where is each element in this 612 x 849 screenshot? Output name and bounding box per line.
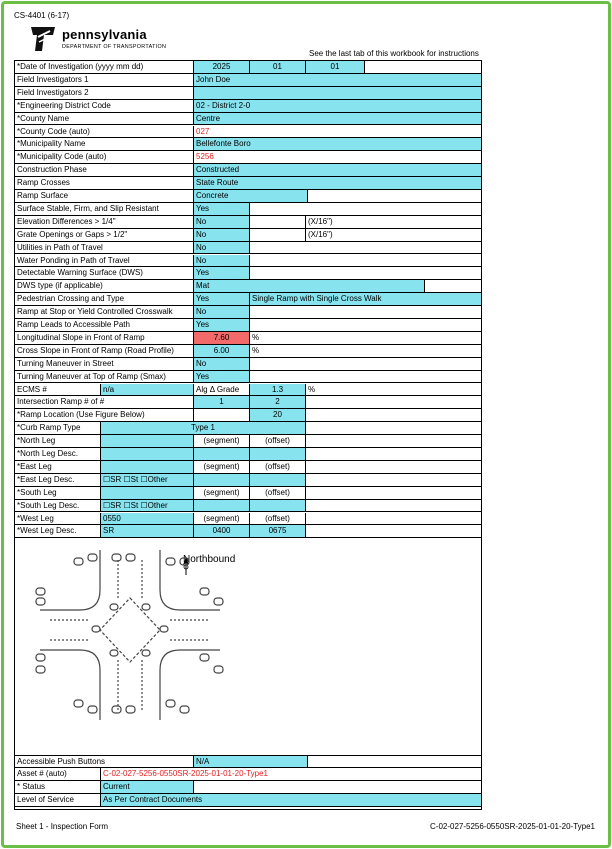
label: Water Ponding in Path of Travel — [15, 255, 194, 268]
empty — [306, 461, 481, 474]
label: *East Leg Desc. — [15, 474, 101, 487]
empty — [306, 487, 481, 500]
row-sleg — [15, 487, 481, 500]
label: *Ramp Location (Use Figure Below) — [15, 409, 194, 422]
row-muni — [15, 138, 481, 151]
south-leg-field[interactable] — [101, 487, 194, 500]
long-slope-field[interactable]: 7.60 — [194, 332, 250, 345]
label: *Date of Investigation (yyyy mm dd) — [15, 61, 194, 74]
label: Accessible Push Buttons — [15, 755, 194, 768]
label: ECMS # — [15, 384, 101, 397]
empty — [194, 781, 481, 794]
turn-field[interactable]: No — [194, 358, 250, 371]
phase-field[interactable]: Constructed — [194, 164, 481, 177]
south-seg-field[interactable] — [194, 500, 250, 513]
row-status — [15, 781, 481, 794]
empty — [306, 500, 481, 513]
row-fi2 — [15, 87, 481, 100]
label: Pedestrian Crossing and Type — [15, 293, 194, 306]
row-cross — [15, 345, 481, 358]
row-los — [15, 794, 481, 807]
row-turn — [15, 358, 481, 371]
sheet-name: Sheet 1 - Inspection Form — [16, 822, 109, 831]
empty — [306, 409, 481, 422]
row-sleg-desc — [15, 500, 481, 513]
label: Surface Stable, Firm, and Slip Resistant — [15, 203, 194, 216]
row-grate — [15, 229, 481, 242]
empty — [306, 435, 481, 448]
row-pond — [15, 255, 481, 268]
segment-label: (segment) — [194, 513, 250, 526]
fi2-field[interactable] — [194, 87, 481, 100]
elev-unit: (X/16") — [306, 216, 481, 229]
row-eleg-desc — [15, 474, 481, 487]
empty — [425, 280, 481, 293]
row-curb — [15, 422, 481, 435]
empty — [306, 396, 481, 409]
empty — [365, 61, 481, 74]
long-slope-unit: % — [250, 332, 481, 345]
label: Cross Slope in Front of Ramp (Road Profile) — [15, 345, 194, 358]
row-date — [15, 61, 481, 74]
north-leg-desc-field[interactable] — [101, 448, 194, 461]
grate-amount-field[interactable] — [250, 229, 306, 242]
keystone-logo-icon — [28, 25, 58, 53]
row-wleg — [15, 513, 481, 526]
logo-sub: DEPARTMENT OF TRANSPORTATION — [62, 44, 167, 50]
leads-field[interactable]: Yes — [194, 319, 250, 332]
east-seg-field[interactable] — [194, 474, 250, 487]
empty — [250, 255, 481, 268]
label: *Engineering District Code — [15, 100, 194, 113]
row-phase — [15, 164, 481, 177]
county-code-value: 027 — [194, 126, 481, 139]
push-buttons-field[interactable]: N/A — [194, 755, 308, 768]
west-seg-field[interactable]: 0400 — [194, 525, 250, 538]
ped-field[interactable]: Yes — [194, 293, 250, 306]
empty — [194, 409, 250, 422]
west-off-field[interactable]: 0675 — [250, 525, 306, 538]
row-ped — [15, 293, 481, 306]
label: *North Leg — [15, 435, 101, 448]
empty — [250, 371, 481, 384]
empty — [306, 513, 481, 526]
asset-number-value: C-02-027-5256-0550SR-2025-01-01-20-Type1 — [101, 768, 481, 781]
elev-field[interactable]: No — [194, 216, 250, 229]
row-muni-code — [15, 151, 481, 164]
surface-field[interactable]: Concrete — [194, 190, 308, 203]
row-fi1 — [15, 74, 481, 87]
row-wleg-desc — [15, 525, 481, 538]
north-off-field[interactable] — [250, 448, 306, 461]
label: *County Code (auto) — [15, 126, 194, 139]
row-nleg — [15, 435, 481, 448]
pond-field[interactable]: No — [194, 255, 250, 268]
empty — [250, 358, 481, 371]
empty — [250, 203, 481, 216]
intersection-ramp-diagram — [30, 550, 260, 720]
segment-label: (segment) — [194, 435, 250, 448]
status-field[interactable]: Current — [101, 781, 194, 794]
fi1-field[interactable]: John Doe — [194, 74, 481, 87]
label: Turning Maneuver at Top of Ramp (Smax) — [15, 371, 194, 384]
inter-b-field[interactable]: 2 — [250, 396, 306, 409]
row-stop — [15, 306, 481, 319]
label: *West Leg Desc. — [15, 525, 101, 538]
empty — [250, 242, 481, 255]
row-ecms — [15, 384, 481, 397]
label: *Municipality Name — [15, 138, 194, 151]
label: Grate Openings or Gaps > 1/2" — [15, 229, 194, 242]
label: * Status — [15, 781, 101, 794]
row-dws — [15, 267, 481, 280]
footer-asset-id: C-02-027-5256-0550SR-2025-01-01-20-Type1 — [430, 822, 595, 831]
label: *East Leg — [15, 461, 101, 474]
row-push — [15, 755, 481, 768]
label: *South Leg Desc. — [15, 500, 101, 513]
offset-label: (offset) — [250, 435, 306, 448]
row-dwstype — [15, 280, 481, 293]
alg-label: Alg Δ Grade — [194, 384, 250, 397]
penndot-logo — [28, 25, 198, 55]
empty — [250, 319, 481, 332]
row-util — [15, 242, 481, 255]
label: Longitudinal Slope in Front of Ramp — [15, 332, 194, 345]
label: *North Leg Desc. — [15, 448, 101, 461]
county-field[interactable]: Centre — [194, 113, 481, 126]
segment-label: (segment) — [194, 487, 250, 500]
eng-district-field[interactable]: 02 - District 2-0 — [194, 100, 481, 113]
label: Detectable Warning Surface (DWS) — [15, 267, 194, 280]
row-turntop — [15, 371, 481, 384]
grate-unit: (X/16") — [306, 229, 481, 242]
row-surface — [15, 190, 481, 203]
empty — [306, 422, 481, 435]
row-nleg-desc — [15, 448, 481, 461]
row-county-code — [15, 126, 481, 139]
east-leg-field[interactable] — [101, 461, 194, 474]
label: *Curb Ramp Type — [15, 422, 101, 435]
date-day-field[interactable]: 01 — [306, 61, 365, 74]
row-stable — [15, 203, 481, 216]
municipality-field[interactable]: Bellefonte Boro — [194, 138, 481, 151]
dws-field[interactable]: Yes — [194, 267, 250, 280]
label: Field Investigators 2 — [15, 87, 194, 100]
ramp-location-field[interactable]: 20 — [250, 409, 306, 422]
row-asset — [15, 768, 481, 781]
row-county — [15, 113, 481, 126]
south-off-field[interactable] — [250, 500, 306, 513]
empty — [306, 474, 481, 487]
label: Ramp Crosses — [15, 177, 194, 190]
label: *Municipality Code (auto) — [15, 151, 194, 164]
north-label: Northbound — [183, 554, 236, 565]
label: *West Leg — [15, 513, 101, 526]
label: Construction Phase — [15, 164, 194, 177]
util-field[interactable]: No — [194, 242, 250, 255]
west-leg-desc-field[interactable]: SR — [101, 525, 194, 538]
row-crosses — [15, 177, 481, 190]
west-leg-field[interactable]: 0550 — [101, 513, 194, 526]
inter-a-field[interactable]: 1 — [194, 396, 250, 409]
curb-type-field[interactable]: Type 1 — [101, 422, 306, 435]
crosses-field[interactable]: State Route — [194, 177, 481, 190]
ecms-field[interactable]: n/a — [101, 384, 194, 397]
turntop-field[interactable]: Yes — [194, 371, 250, 384]
empty — [306, 525, 481, 538]
empty — [308, 190, 481, 203]
instructions-note: See the last tab of this workbook for instructions — [309, 49, 479, 58]
cross-slope-field[interactable]: 6.00 — [194, 345, 250, 358]
form-number: CS-4401 (6-17) — [14, 11, 70, 20]
offset-label: (offset) — [250, 461, 306, 474]
grate-field[interactable]: No — [194, 229, 250, 242]
north-seg-field[interactable] — [194, 448, 250, 461]
label: Turning Maneuver in Street — [15, 358, 194, 371]
cross-slope-unit: % — [250, 345, 481, 358]
label: Ramp Leads to Accessible Path — [15, 319, 194, 332]
segment-label: (segment) — [194, 461, 250, 474]
offset-label: (offset) — [250, 513, 306, 526]
empty — [250, 267, 481, 280]
row-loc — [15, 409, 481, 422]
row-elev — [15, 216, 481, 229]
east-leg-desc-options[interactable]: ☐SR ☐St ☐Other — [101, 474, 194, 487]
municipality-code-value: 5256 — [194, 151, 481, 164]
row-eng — [15, 100, 481, 113]
dws-type-field[interactable]: Mat — [194, 280, 425, 293]
label: Asset # (auto) — [15, 768, 101, 781]
date-year-field[interactable]: 2025 — [194, 61, 250, 74]
ped-type-field[interactable]: Single Ramp with Single Cross Walk — [250, 293, 481, 306]
row-long — [15, 332, 481, 345]
label: Utilities in Path of Travel — [15, 242, 194, 255]
date-month-field[interactable]: 01 — [250, 61, 306, 74]
empty — [306, 448, 481, 461]
stop-field[interactable]: No — [194, 306, 250, 319]
label: Intersection Ramp # of # — [15, 396, 194, 409]
label: *County Name — [15, 113, 194, 126]
row-inter — [15, 396, 481, 409]
logo-name: pennsylvania — [62, 27, 147, 42]
alg-grade-field[interactable]: 1.3 — [250, 384, 306, 397]
alg-unit: % — [306, 384, 481, 397]
offset-label: (offset) — [250, 487, 306, 500]
elev-amount-field[interactable] — [250, 216, 306, 229]
stable-field[interactable]: Yes — [194, 203, 250, 216]
level-of-service-field[interactable]: As Per Contract Documents — [101, 794, 481, 807]
label: Field Investigators 1 — [15, 74, 194, 87]
north-leg-field[interactable] — [101, 435, 194, 448]
label: Ramp Surface — [15, 190, 194, 203]
label: Ramp at Stop or Yield Controlled Crosswalk — [15, 306, 194, 319]
east-off-field[interactable] — [250, 474, 306, 487]
empty — [250, 306, 481, 319]
label: *South Leg — [15, 487, 101, 500]
label: Elevation Differences > 1/4" — [15, 216, 194, 229]
south-leg-desc-options[interactable]: ☐SR ☐St ☐Other — [101, 500, 194, 513]
label: Level of Service — [15, 794, 101, 807]
row-eleg — [15, 461, 481, 474]
label: DWS type (if applicable) — [15, 280, 194, 293]
row-leads — [15, 319, 481, 332]
empty — [308, 755, 481, 768]
